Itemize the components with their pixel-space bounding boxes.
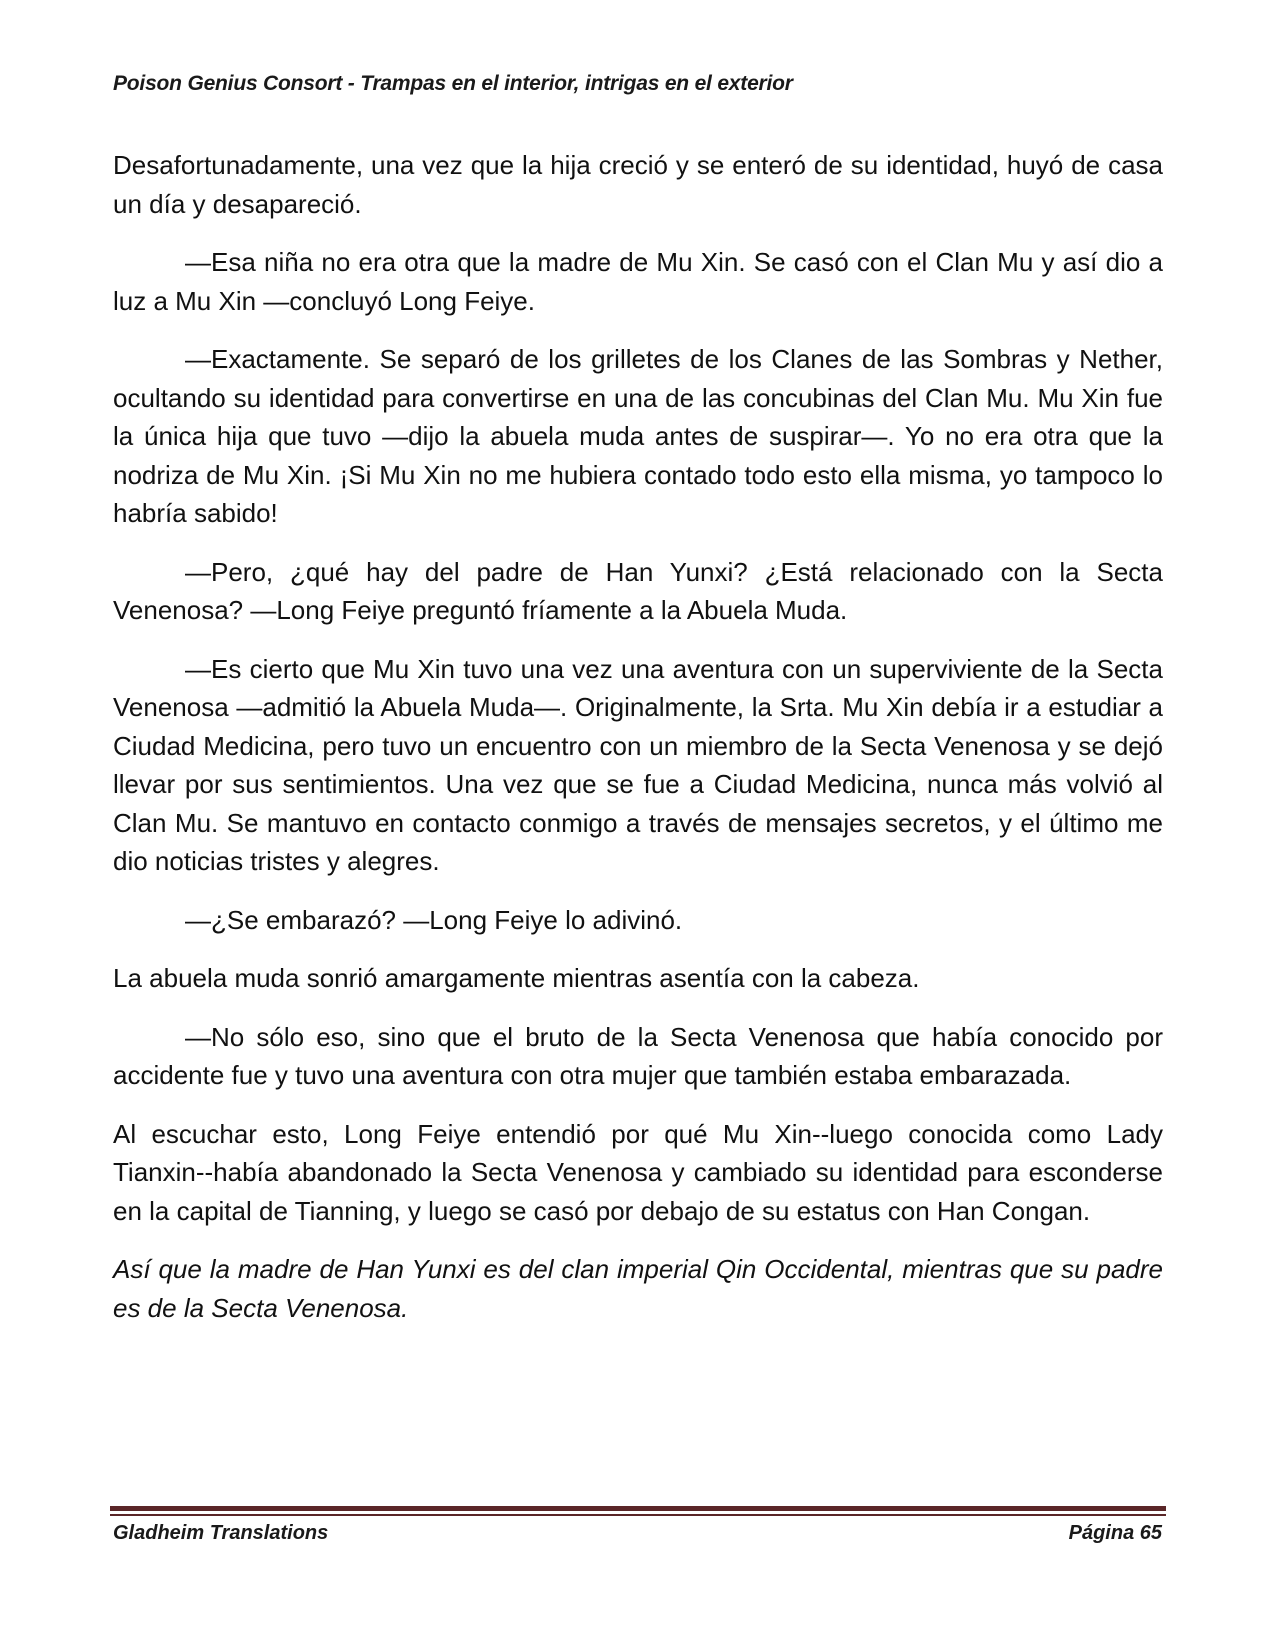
paragraph: —Pero, ¿qué hay del padre de Han Yunxi? ¿Está relacionado con la Secta Venenosa? —Long Feiye preguntó fríamente a la Abuela Muda. [113,556,1163,625]
paragraph: Desafortunadamente, una vez que la hija creció y se enteró de su identidad, huyó de casa un día y desapareció. [113,150,1163,219]
paragraph: —Es cierto que Mu Xin tuvo una vez una aventura con un superviviente de la Secta Venenosa —admitió la Abuela Muda—. Originalmente, la Srta. Mu Xin debía ir a estudiar a Ciudad Medicina, pero tuvo un encuentro con un miembro de la Secta Venenosa y se dejó llevar por sus sentimientos. Una vez que se fue a Ciudad Medicina, nunca más volvió al Clan Mu. Se mantuvo en contacto conmigo a través de mensajes secretos, y el último me dio noticias tristes y alegres. [113,653,1163,876]
paragraph: —No sólo eso, sino que el bruto de la Secta Venenosa que había conocido por accidente fue y tuvo una aventura con otra mujer que también estaba embarazada. [113,1021,1163,1090]
footer-page-number: Página 65 [1068,1522,1162,1544]
footer-rule-thick [110,1506,1166,1511]
paragraph-italic-thought: Así que la madre de Han Yunxi es del clan imperial Qin Occidental, mientras que su padre es de la Secta Venenosa. [113,1254,1163,1323]
paragraph: La abuela muda sonrió amargamente mientras asentía con la cabeza. [113,963,920,993]
paragraph: Al escuchar esto, Long Feiye entendió por qué Mu Xin--luego conocida como Lady Tianxin--había abandonado la Secta Venenosa y cambiado su identidad para esconderse en la capital de Tianning, y luego se casó por debajo de su estatus con Han Congan. [113,1118,1163,1226]
footer-rule-thin [110,1514,1166,1516]
paragraph: —Esa niña no era otra que la madre de Mu Xin. Se casó con el Clan Mu y así dio a luz a Mu Xin —concluyó Long Feiye. [113,247,1163,316]
paragraph: —Exactamente. Se separó de los grilletes de los Clanes de las Sombras y Nether, ocultando su identidad para convertirse en una de las concubinas del Clan Mu. Mu Xin fue la única hija que tuvo —dijo la abuela muda antes de suspirar—. Yo no era otra que la nodriza de Mu Xin. ¡Si Mu Xin no me hubiera contado todo esto ella misma, yo tampoco lo habría sabido! [113,344,1163,528]
paragraph: —¿Se embarazó? —Long Feiye lo adivinó. [185,904,683,935]
footer-translator: Gladheim Translations [113,1522,329,1544]
page-body [113,146,1163,1347]
running-header: Poison Genius Consort - Trampas en el interior, intrigas en el exterior [113,72,793,95]
